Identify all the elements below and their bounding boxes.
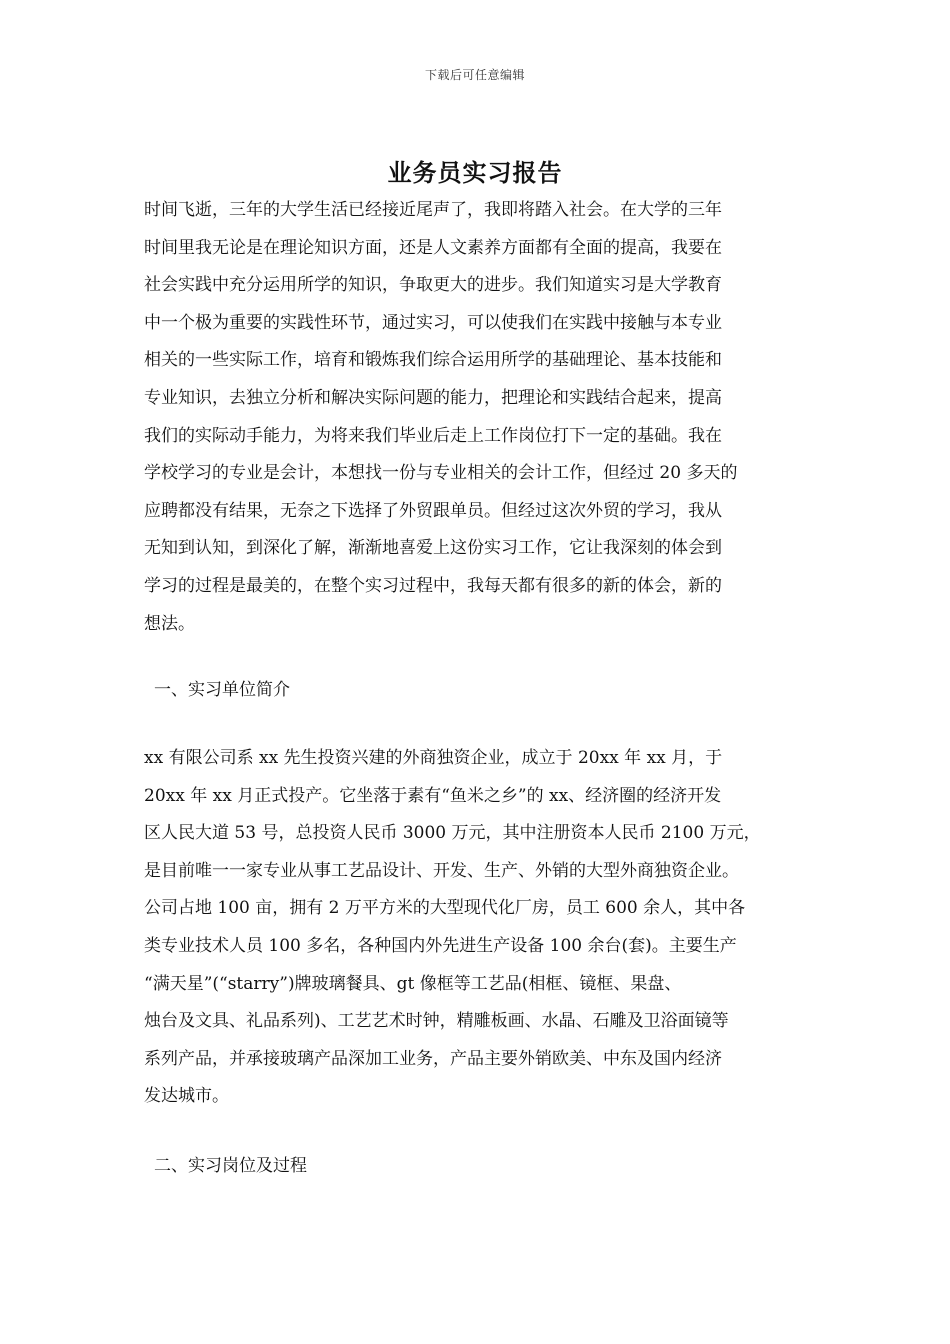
company-intro-line: 烛台及文具、礼品系列)、工艺艺术时钟，精雕板画、水晶、石雕及卫浴面镜等	[144, 1011, 729, 1032]
company-intro-line: 类专业技术人员 100 多名，各种国内外先进生产设备 100 余台(套)。主要生产	[144, 935, 737, 956]
document-title: 业务员实习报告	[387, 158, 563, 187]
intro-line: 无知到认知，到深化了解，渐渐地喜爱上这份实习工作，它让我深刻的体会到	[144, 538, 722, 559]
intro-line: 时间飞逝，三年的大学生活已经接近尾声了，我即将踏入社会。在大学的三年	[144, 200, 722, 220]
header-note: 下载后可任意编辑	[424, 68, 525, 82]
intro-line: 想法。	[144, 613, 195, 634]
company-intro-line: 是目前唯一一家专业从事工艺品设计、开发、生产、外销的大型外商独资企业。	[144, 860, 739, 881]
company-intro-line: 发达城市。	[144, 1086, 229, 1107]
company-intro-line: 公司占地 100 亩，拥有 2 万平方米的大型现代化厂房，员工 600 余人，其中各	[144, 898, 746, 919]
section-heading-position-process: 二、实习岗位及过程	[154, 1156, 307, 1176]
intro-line: 专业知识，去独立分析和解决实际问题的能力，把理论和实践结合起来，提高	[144, 387, 722, 408]
intro-line: 我们的实际动手能力，为将来我们毕业后走上工作岗位打下一定的基础。我在	[144, 425, 722, 446]
company-intro-line: 区人民大道 53 号，总投资人民币 3000 万元，其中注册资本人民币 2100 万元，	[144, 823, 761, 844]
company-intro-line: 20xx 年 xx 月正式投产。它坐落于素有“鱼米之乡”的 xx、经济圈的经济开发	[144, 785, 722, 806]
intro-line: 学习的过程是最美的，在整个实习过程中，我每天都有很多的新的体会，新的	[144, 575, 722, 596]
company-intro-line: 系列产品，并承接玻璃产品深加工业务，产品主要外销欧美、中东及国内经济	[144, 1048, 722, 1069]
section-heading-company-intro: 一、实习单位简介	[154, 680, 290, 700]
company-intro-paragraph	[144, 740, 824, 1116]
intro-line: 中一个极为重要的实践性环节，通过实习，可以使我们在实践中接触与本专业	[144, 312, 722, 333]
company-intro-line: xx 有限公司系 xx 先生投资兴建的外商独资企业，成立于 20xx 年 xx 月，于	[144, 748, 723, 768]
intro-line: 相关的一些实际工作，培育和锻炼我们综合运用所学的基础理论、基本技能和	[144, 350, 722, 371]
intro-line: 应聘都没有结果，无奈之下选择了外贸跟单员。但经过这次外贸的学习，我从	[144, 500, 722, 521]
company-intro-line: “满天星”(“starry”)牌玻璃餐具、gt 像框等工艺品(相框、镜框、果盘、	[144, 973, 682, 994]
intro-line: 学校学习的专业是会计，本想找一份与专业相关的会计工作，但经过 20 多天的	[144, 463, 738, 484]
intro-line: 时间里我无论是在理论知识方面，还是人文素养方面都有全面的提高，我要在	[144, 237, 722, 258]
intro-line: 社会实践中充分运用所学的知识，争取更大的进步。我们知道实习是大学教育	[144, 275, 722, 296]
intro-paragraph	[144, 192, 824, 643]
